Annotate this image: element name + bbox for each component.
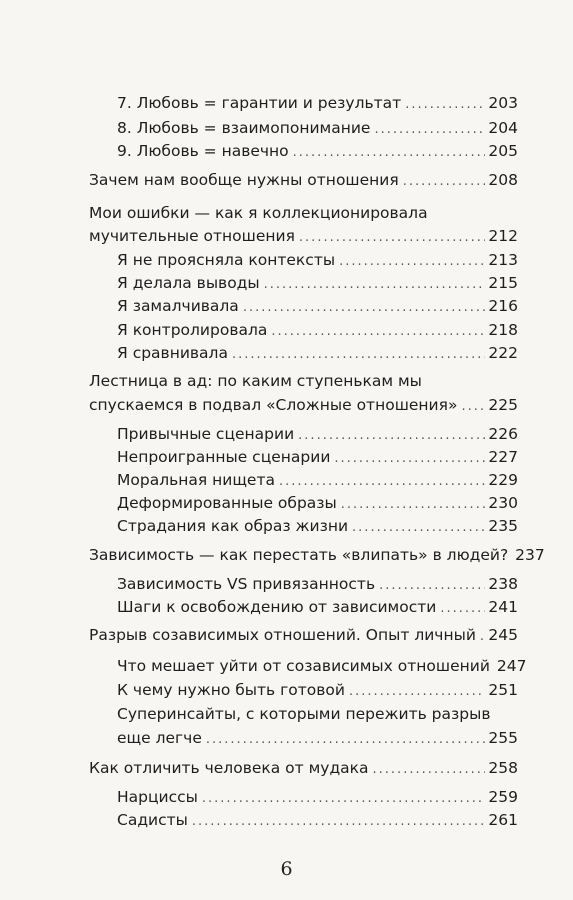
toc-entry-title-line1: Мои ошибки — как я коллекционировала bbox=[89, 204, 428, 222]
leader-dots bbox=[461, 397, 485, 417]
toc-entry bbox=[117, 787, 518, 809]
leader-dots bbox=[298, 426, 485, 446]
leader-dots bbox=[243, 298, 486, 318]
toc-entry-page: 255 bbox=[488, 729, 518, 747]
toc-entry-page: 247 bbox=[496, 657, 527, 675]
leader-dots bbox=[202, 789, 486, 809]
toc-entry-page: 208 bbox=[488, 171, 518, 189]
toc-entry-title: Я делала выводы bbox=[117, 274, 260, 292]
toc-entry-page: 229 bbox=[488, 471, 518, 489]
toc-entry bbox=[89, 545, 545, 567]
toc-entry-page: 215 bbox=[488, 274, 518, 292]
toc-entry-page: 227 bbox=[488, 448, 518, 466]
toc-entry bbox=[117, 656, 527, 678]
leader-dots bbox=[334, 449, 485, 469]
toc-entry-title: спускаемся в подвал «Сложные отношения» bbox=[89, 396, 458, 414]
leader-dots bbox=[405, 95, 485, 115]
toc-entry-page: 205 bbox=[488, 142, 518, 160]
toc-entry bbox=[117, 728, 518, 750]
toc-entry-page: 226 bbox=[488, 425, 518, 443]
toc-entry bbox=[89, 625, 518, 647]
toc-entry-title: Страдания как образ жизни bbox=[117, 517, 349, 535]
toc-entry-page: 203 bbox=[488, 94, 518, 112]
leader-dots bbox=[352, 518, 485, 538]
leader-dots bbox=[349, 682, 485, 702]
toc-entry-title: Зачем нам вообще нужны отношения bbox=[89, 171, 399, 189]
toc-entry-page: 204 bbox=[488, 119, 518, 137]
leader-dots bbox=[403, 172, 486, 192]
toc-entry-title: Как отличить человека от мудака bbox=[89, 759, 369, 777]
toc-entry-page: 259 bbox=[488, 788, 518, 806]
toc-entry bbox=[117, 273, 518, 295]
toc-entry-title: Моральная нищета bbox=[117, 471, 275, 489]
leader-dots bbox=[293, 143, 486, 163]
toc-entry bbox=[117, 93, 518, 115]
toc-entry-title: мучительные отношения bbox=[89, 227, 295, 245]
toc-entry-title: Непроигранные сценарии bbox=[117, 448, 331, 466]
toc-entry bbox=[117, 343, 518, 365]
leader-dots bbox=[339, 252, 485, 272]
leader-dots bbox=[206, 730, 486, 750]
leader-dots bbox=[379, 576, 485, 596]
toc-entry-page: 258 bbox=[488, 759, 518, 777]
toc-entry bbox=[89, 758, 518, 780]
toc-entry-page: 213 bbox=[488, 251, 518, 269]
toc-entry-title: Зависимость — как перестать «влипать» в людей? bbox=[89, 546, 509, 564]
toc-entry-title: Я не проясняла контексты bbox=[117, 251, 336, 269]
toc-entry-title: Я сравнивала bbox=[117, 344, 228, 362]
toc-entry-page: 251 bbox=[488, 681, 518, 699]
toc-entry-title: Привычные сценарии bbox=[117, 425, 295, 443]
toc-entry-page: 216 bbox=[488, 297, 518, 315]
toc-entry-page: 225 bbox=[488, 396, 518, 414]
toc-entry-title: К чему нужно быть готовой bbox=[117, 681, 345, 699]
toc-entry bbox=[117, 516, 518, 538]
toc-entry bbox=[117, 470, 518, 492]
leader-dots bbox=[264, 275, 486, 295]
toc-entry bbox=[117, 118, 518, 140]
toc-entry-title: Зависимость VS привязанность bbox=[117, 575, 376, 593]
toc-entry bbox=[117, 250, 518, 272]
toc-entry-title: Разрыв созависимых отношений. Опыт личный bbox=[89, 626, 476, 644]
toc-entry bbox=[89, 226, 518, 248]
toc-entry-page: 237 bbox=[515, 546, 545, 564]
toc-entry bbox=[117, 296, 518, 318]
toc-entry-page: 222 bbox=[488, 344, 518, 362]
leader-dots bbox=[299, 228, 485, 248]
leader-dots bbox=[374, 120, 485, 140]
toc-entry-title: Деформированные образы bbox=[117, 494, 337, 512]
leader-dots bbox=[341, 495, 486, 515]
toc-entry-title: Нарциссы bbox=[117, 788, 198, 806]
toc-entry bbox=[89, 395, 518, 417]
toc-entry bbox=[117, 424, 518, 446]
toc-entry-page: 218 bbox=[488, 321, 518, 339]
toc-entry-title: Садисты bbox=[117, 811, 188, 829]
toc-entry-page: 245 bbox=[488, 626, 518, 644]
leader-dots bbox=[192, 812, 486, 832]
toc-entry-title: еще легче bbox=[117, 729, 202, 747]
toc-entry-title-line1: Суперинсайты, с которыми пережить разрыв bbox=[117, 705, 491, 723]
toc-entry bbox=[117, 597, 518, 619]
toc-entry-page: 261 bbox=[488, 811, 518, 829]
page-number: 6 bbox=[280, 858, 293, 880]
leader-dots bbox=[440, 599, 485, 619]
toc-entry-title-line1: Лестница в ад: по каким ступенькам мы bbox=[89, 372, 422, 390]
leader-dots bbox=[271, 322, 485, 342]
toc-entry-page: 212 bbox=[488, 227, 518, 245]
toc-entry bbox=[117, 680, 518, 702]
toc-entry-page: 241 bbox=[488, 598, 518, 616]
toc-entry bbox=[117, 810, 518, 832]
toc-entry-title: 8. Любовь = взаимопонимание bbox=[117, 119, 371, 137]
toc-entry bbox=[117, 493, 518, 515]
leader-dots bbox=[373, 760, 486, 780]
leader-dots bbox=[232, 345, 485, 365]
toc-entry bbox=[117, 447, 518, 469]
toc-entry bbox=[117, 320, 518, 342]
toc-entry-page: 230 bbox=[488, 494, 518, 512]
toc-entry bbox=[117, 141, 518, 163]
toc-entry bbox=[89, 170, 518, 192]
leader-dots bbox=[480, 627, 486, 647]
toc-entry-title: 7. Любовь = гарантии и результат bbox=[117, 94, 402, 112]
toc-entry-title: 9. Любовь = навечно bbox=[117, 142, 289, 160]
toc-entry-title: Я контролировала bbox=[117, 321, 268, 339]
toc-entry-title: Я замалчивала bbox=[117, 297, 239, 315]
toc-entry-page: 235 bbox=[488, 517, 518, 535]
leader-dots bbox=[279, 472, 485, 492]
toc-entry-page: 238 bbox=[488, 575, 518, 593]
toc-entry-title: Что мешает уйти от созависимых отношений bbox=[117, 657, 490, 675]
toc-entry-title: Шаги к освобождению от зависимости bbox=[117, 598, 437, 616]
toc-entry bbox=[117, 574, 518, 596]
